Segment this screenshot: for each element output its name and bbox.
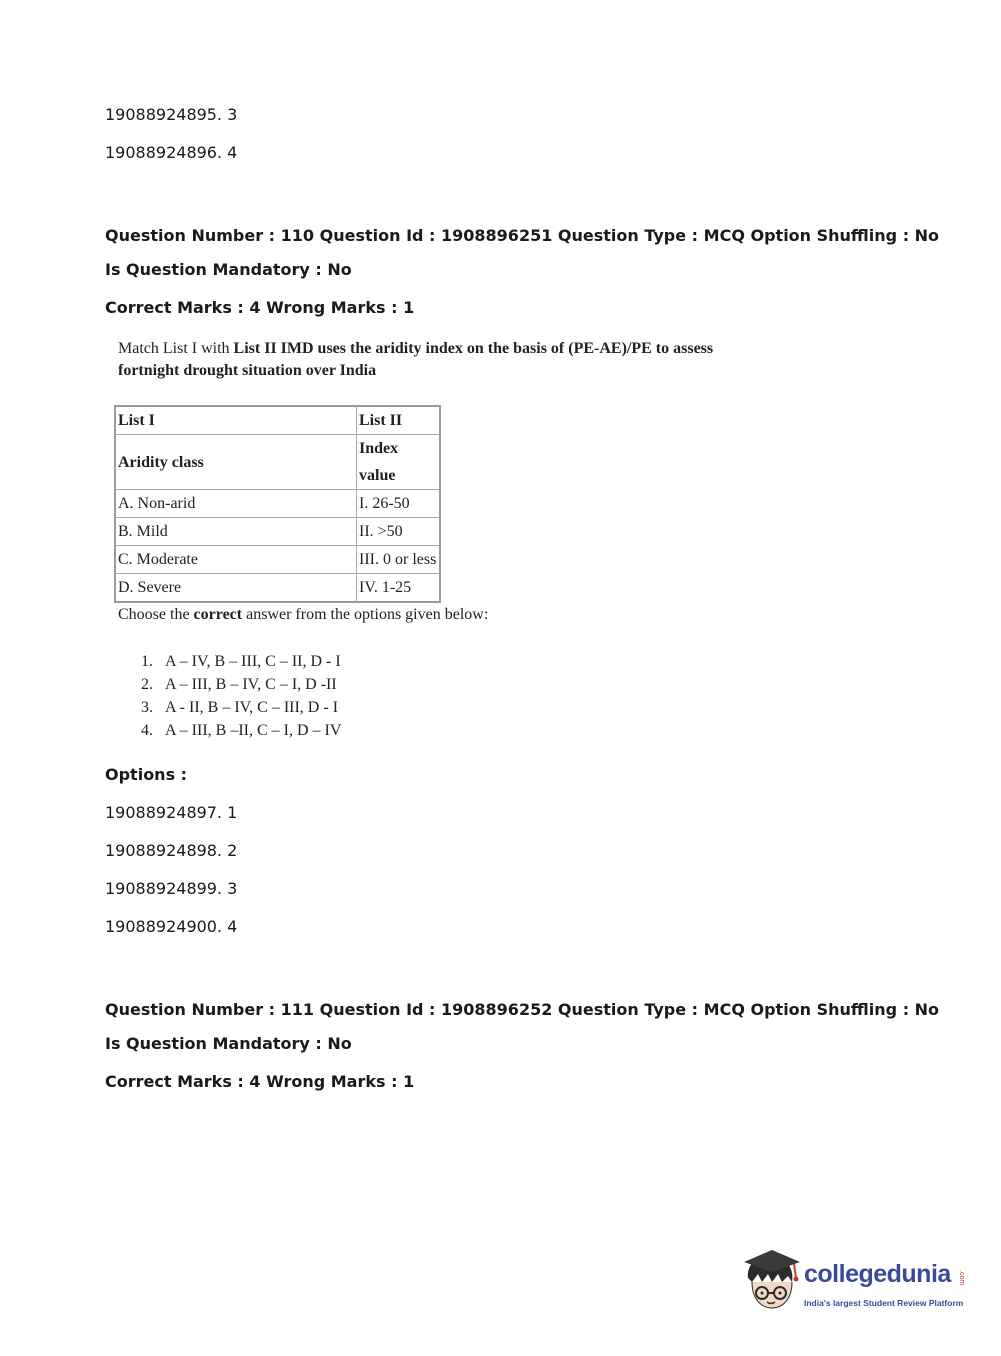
- table-cell: IV. 1-25: [357, 574, 441, 603]
- choice-number: 1.: [141, 653, 153, 670]
- table-row: [115, 546, 440, 574]
- logo-tagline: India's largest Student Review Platform: [804, 1298, 964, 1308]
- list-item: [141, 673, 341, 696]
- table-row: [115, 435, 440, 490]
- table-cell: B. Mild: [115, 518, 357, 546]
- table-cell: D. Severe: [115, 574, 357, 603]
- q110-mandatory: Is Question Mandatory : No: [105, 260, 352, 279]
- choose-part: correct: [193, 606, 243, 623]
- table-cell: C. Moderate: [115, 546, 357, 574]
- choice-text: A – III, B – IV, C – I, D -II: [165, 676, 337, 693]
- options-label: Options :: [105, 765, 188, 784]
- list-item: [141, 696, 341, 719]
- choice-text: A - II, B – IV, C – III, D - I: [165, 699, 339, 716]
- q110-text-line2: fortnight drought situation over India: [118, 362, 377, 379]
- table-cell: Aridity class: [115, 435, 357, 490]
- table-row: [115, 574, 440, 603]
- choice-text: A – III, B –II, C – I, D – IV: [165, 722, 342, 739]
- q110-text-part: Match List I: [118, 340, 198, 357]
- table-cell: List II: [357, 406, 441, 435]
- q111-mandatory: Is Question Mandatory : No: [105, 1034, 352, 1053]
- q110-question-text: [118, 338, 713, 382]
- option-3: 19088924899. 3: [105, 879, 238, 898]
- choose-part: Choose the: [118, 606, 194, 623]
- list-item: [141, 650, 341, 673]
- table-cell: A. Non-arid: [115, 490, 357, 518]
- q110-header: Question Number : 110 Question Id : 1908896251 Question Type : MCQ Option Shuffling : No: [105, 226, 940, 245]
- list-item: [141, 719, 341, 742]
- q110-marks: Correct Marks : 4 Wrong Marks : 1: [105, 298, 415, 317]
- table-cell: II. >50: [357, 518, 441, 546]
- logo-com-text: .com: [958, 1270, 965, 1286]
- collegedunia-logo: [742, 1248, 972, 1318]
- prev-option-1: 19088924895. 3: [105, 105, 238, 124]
- table-row: [115, 406, 440, 435]
- table-cell: III. 0 or less: [357, 546, 441, 574]
- prev-option-2: 19088924896. 4: [105, 143, 238, 162]
- q110-text-part: List II IMD uses the aridity index on the basis of (PE-AE)/PE to assess: [233, 340, 714, 357]
- choice-text: A – IV, B – III, C – II, D - I: [165, 653, 341, 670]
- table-cell: Index value: [357, 435, 441, 490]
- q111-marks: Correct Marks : 4 Wrong Marks : 1: [105, 1072, 415, 1091]
- answer-choices-list: [141, 650, 341, 742]
- choice-number: 2.: [141, 676, 153, 693]
- choose-part: answer from the options given below:: [242, 606, 489, 623]
- option-1: 19088924897. 1: [105, 803, 238, 822]
- table-row: [115, 518, 440, 546]
- q110-text-part: with: [197, 340, 234, 357]
- mascot-icon: [742, 1248, 802, 1318]
- choice-number: 3.: [141, 699, 153, 716]
- choose-instruction: [118, 606, 488, 624]
- match-table: [114, 405, 441, 603]
- option-4: 19088924900. 4: [105, 917, 238, 936]
- choice-number: 4.: [141, 722, 153, 739]
- option-2: 19088924898. 2: [105, 841, 238, 860]
- table-cell: List I: [115, 406, 357, 435]
- logo-brand-text: collegedunia: [804, 1260, 951, 1288]
- q111-header: Question Number : 111 Question Id : 1908896252 Question Type : MCQ Option Shuffling : No: [105, 1000, 940, 1019]
- table-row: [115, 490, 440, 518]
- table-cell: I. 26-50: [357, 490, 441, 518]
